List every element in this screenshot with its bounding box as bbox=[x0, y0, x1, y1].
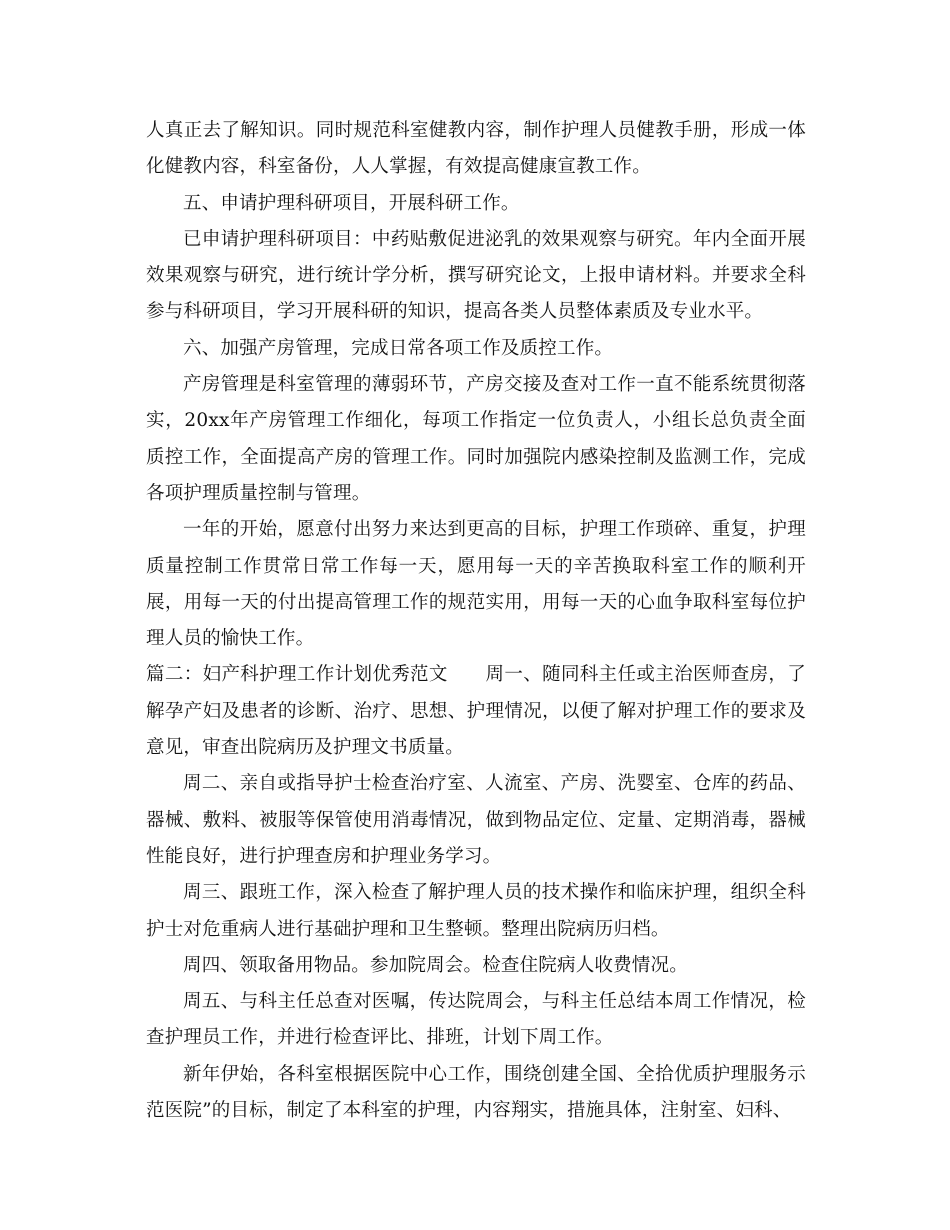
paragraph-part-two-monday: 篇二：妇产科护理工作计划优秀范文 周一、随同科主任或主治医师查房，了解孕产妇及患者的诊断、治疗、思想、护理情况，以便了解对护理工作的要求及意见，审查出院病历及护理文书质量。 bbox=[146, 664, 806, 759]
paragraph-tuesday: 周二、亲自或指导护士检查治疗室、人流室、产房、洗婴室、仓库的药品、器械、敷料、被服等保管使用消毒情况，做到物品定位、定量、定期消毒，器械性能良好，进行护理查房和护理业务学习。 bbox=[146, 773, 806, 867]
paragraph-year-goals: 一年的开始，愿意付出努力来达到更高的目标，护理工作琐碎、重复，护理质量控制工作贯常日常工作每一天，愿用每一天的辛苦换取科室工作的顺利开展，用每一天的付出提高管理工作的规范实用，用每一天的心血争取科室每位护理人员的愉快工作。 bbox=[146, 519, 806, 650]
section-heading-delivery-room: 六、加强产房管理，完成日常各项工作及质控工作。 bbox=[183, 337, 614, 359]
paragraph-new-year: 新年伊始，各科室根据医院中心工作，围绕创建全国、全拾优质护理服务示范医院”的目标，制定了本科室的护理，内容翔实，措施具体，注射室、妇科、 bbox=[146, 1063, 806, 1122]
paragraph-delivery-room-management: 产房管理是科室管理的薄弱环节，产房交接及查对工作一直不能系统贯彻落实，20xx年产房管理工作细化，每项工作指定一位负责人，小组长总负责全面质控工作，全面提高产房的管理工作。同时加强院内感染控制及监测工作，完成各项护理质量控制与管理。 bbox=[146, 374, 806, 504]
document-body bbox=[146, 113, 806, 1129]
paragraph-research-project: 已申请护理科研项目：中药贴敷促进泌乳的效果观察与研究。年内全面开展效果观察与研究，进行统计学分析，撰写研究论文，上报申请材料。并要求全科参与科研项目，学习开展科研的知识，提高各类人员整体素质及专业水平。 bbox=[146, 228, 806, 323]
paragraph-friday: 周五、与科主任总查对医嘱，传达院周会，与科主任总结本周工作情况，检查护理员工作，并进行检查评比、排班，计划下周工作。 bbox=[146, 991, 806, 1049]
section-heading-research: 五、申请护理科研项目，开展科研工作。 bbox=[183, 192, 520, 214]
paragraph-health-education-end: 人真正去了解知识。同时规范科室健教内容，制作护理人员健教手册，形成一体化健教内容，科室备份，人人掌握，有效提高健康宣教工作。 bbox=[146, 120, 806, 178]
paragraph-wednesday: 周三、跟班工作，深入检查了解护理人员的技术操作和临床护理，组织全科护士对危重病人进行基础护理和卫生整顿。整理出院病历归档。 bbox=[146, 882, 806, 940]
paragraph-thursday: 周四、领取备用物品。参加院周会。检查住院病人收费情况。 bbox=[183, 954, 688, 976]
